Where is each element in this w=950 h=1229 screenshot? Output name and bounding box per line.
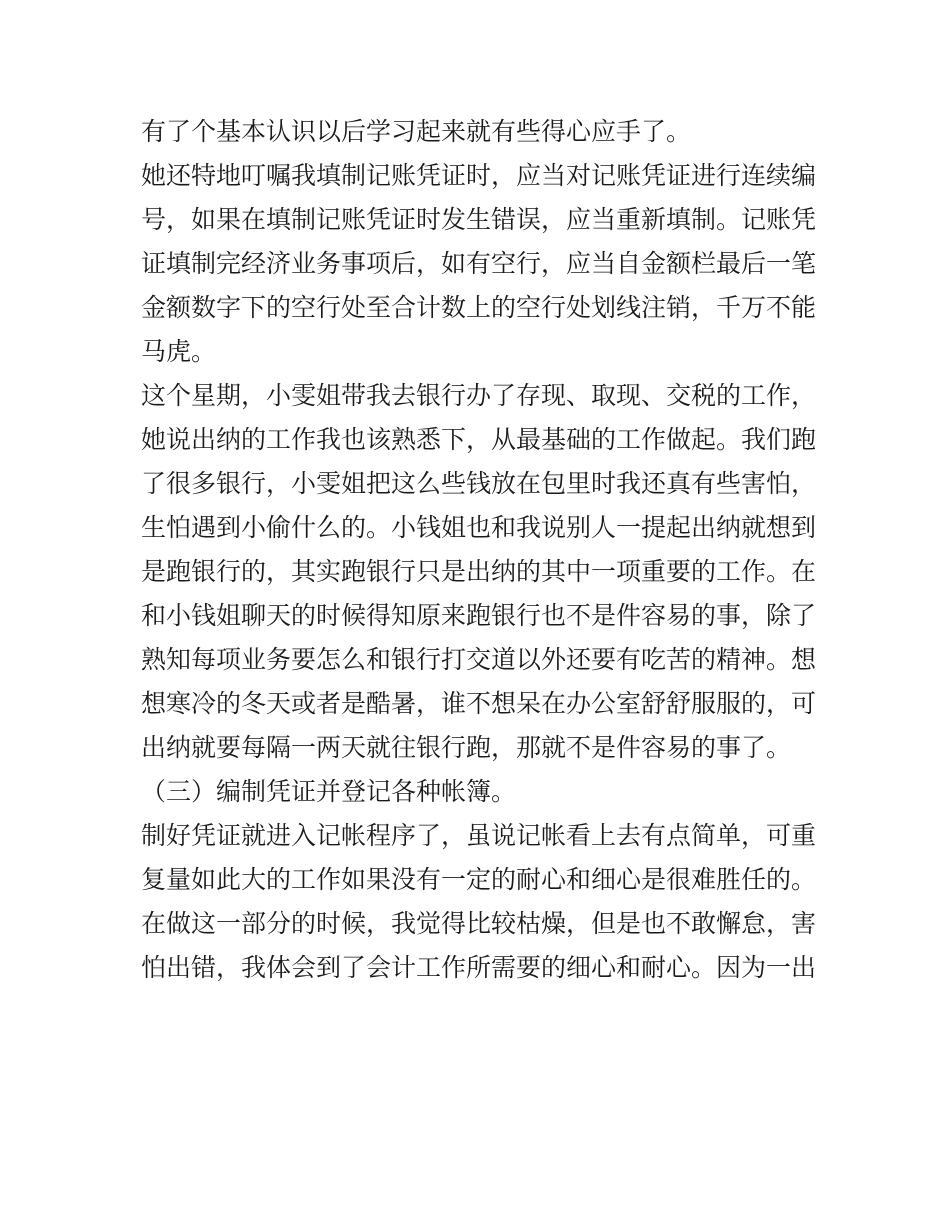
text-line: 金额数字下的空行处至合计数上的空行处划线注销，千万不能 — [141, 293, 817, 322]
text-line: 怕出错，我体会到了会计工作所需要的细心和耐心。因为一出 — [141, 953, 817, 982]
text-line: 复量如此大的工作如果没有一定的耐心和细心是很难胜任的。 — [141, 865, 817, 894]
text-line: 出纳就要每隔一两天就往银行跑，那就不是件容易的事了。 — [141, 733, 792, 762]
text-line: 生怕遇到小偷什么的。小钱姐也和我说别人一提起出纳就想到 — [141, 513, 817, 542]
section-heading: （三）编制凭证并登记各种帐簿。 — [141, 777, 517, 806]
text-line: 她还特地叮嘱我填制记账凭证时，应当对记账凭证进行连续编 — [141, 161, 817, 190]
body-text — [141, 110, 821, 990]
text-line: 她说出纳的工作我也该熟悉下，从最基础的工作做起。我们跑 — [141, 425, 817, 454]
text-line: 制好凭证就进入记帐程序了，虽说记帐看上去有点简单，可重 — [141, 821, 817, 850]
text-line: 有了个基本认识以后学习起来就有些得心应手了。 — [141, 117, 692, 146]
text-line: 是跑银行的，其实跑银行只是出纳的其中一项重要的工作。在 — [141, 557, 817, 586]
text-line: 这个星期，小雯姐带我去银行办了存现、取现、交税的工作， — [141, 381, 817, 410]
text-line: 在做这一部分的时候，我觉得比较枯燥，但是也不敢懈怠，害 — [141, 909, 817, 938]
text-line: 马虎。 — [141, 337, 217, 366]
text-line: 熟知每项业务要怎么和银行打交道以外还要有吃苦的精神。想 — [141, 645, 817, 674]
text-line: 和小钱姐聊天的时候得知原来跑银行也不是件容易的事，除了 — [141, 601, 817, 630]
text-line: 想寒冷的冬天或者是酷暑，谁不想呆在办公室舒舒服服的，可 — [141, 689, 817, 718]
text-line: 号，如果在填制记账凭证时发生错误，应当重新填制。记账凭 — [141, 205, 817, 234]
text-line: 了很多银行，小雯姐把这么些钱放在包里时我还真有些害怕， — [141, 469, 817, 498]
text-line: 证填制完经济业务事项后，如有空行，应当自金额栏最后一笔 — [141, 249, 817, 278]
